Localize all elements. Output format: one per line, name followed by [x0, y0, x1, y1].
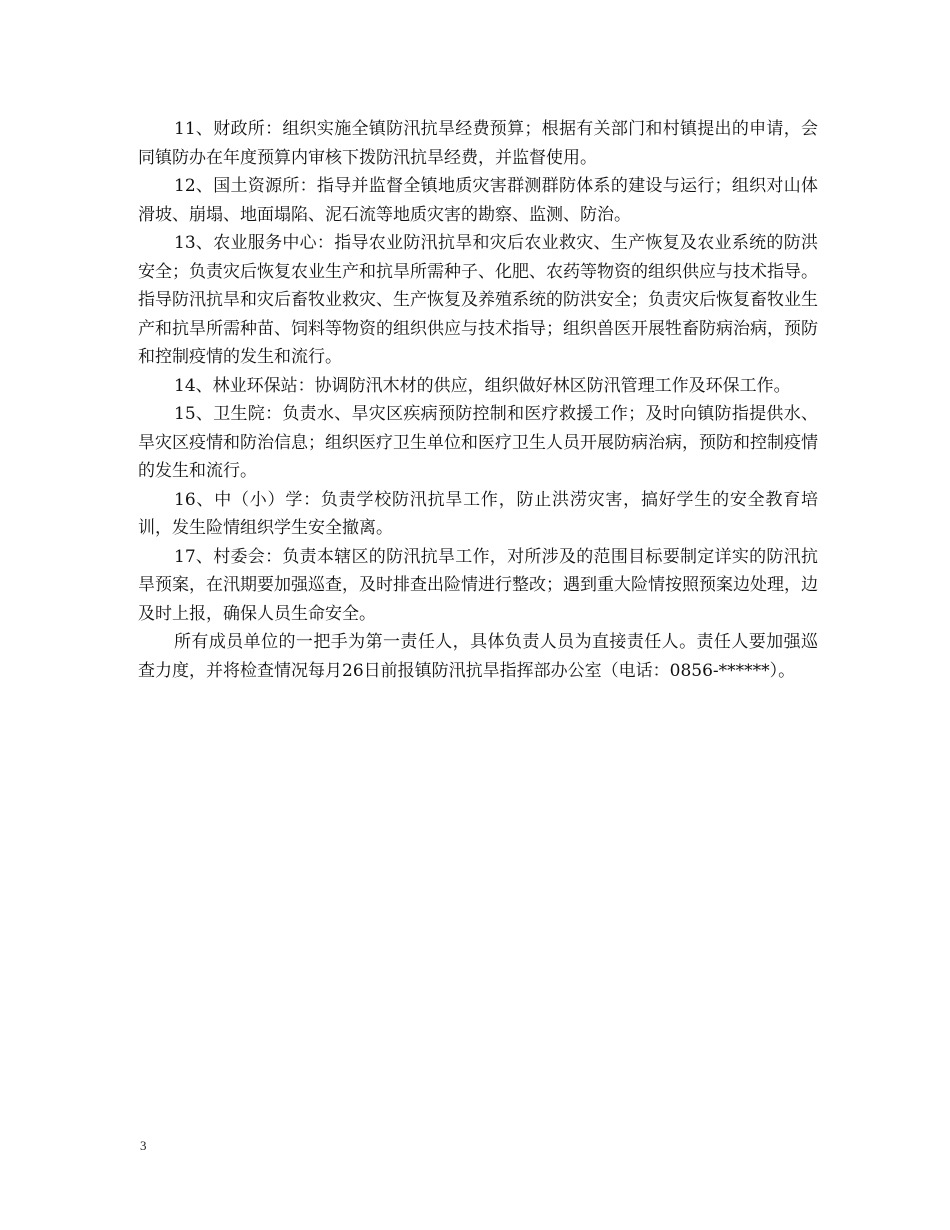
- page-number: 3: [140, 1138, 147, 1153]
- paragraph-health-center: 15、卫生院：负责水、旱灾区疾病预防控制和医疗救援工作；及时向镇防指提供水、旱灾区疫情和防治信息；组织医疗卫生单位和医疗卫生人员开展防病治病，预防和控制疫情的发生和流行。: [138, 404, 818, 481]
- paragraph-forestry-environment-station: 14、林业环保站：协调防汛木材的供应，组织做好林区防汛管理工作及环保工作。: [174, 375, 791, 396]
- paragraph-schools: 16、中（小）学：负责学校防汛抗旱工作，防止洪涝灾害，搞好学生的安全教育培训，发生险情组织学生安全撤离。: [138, 489, 818, 538]
- paragraph-agriculture-service-center: 13、农业服务中心：指导农业防汛抗旱和灾后农业救灾、生产恢复及农业系统的防洪安全；负责灾后恢复农业生产和抗旱所需种子、化肥、农药等物资的组织供应与技术指导。指导防汛抗旱和灾后畜牧业救灾、生产恢复及养殖系统的防洪安全；负责灾后恢复畜牧业生产和抗旱所需种苗、饲料等物资的组织供应与技术指导；组织兽医开展牲畜防病治病，预防和控制疫情的发生和流行。: [138, 233, 818, 367]
- paragraph-village-committee: 17、村委会：负责本辖区的防汛抗旱工作，对所涉及的范围目标要制定详实的防汛抗旱预案，在汛期要加强巡查，及时排查出险情进行整改；遇到重大险情按照预案边处理，边及时上报，确保人员生命安全。: [138, 546, 818, 624]
- paragraph-finance-office: 11、财政所：组织实施全镇防汛抗旱经费预算；根据有关部门和村镇提出的申请，会同镇防办在年度预算内审核下拨防汛抗旱经费，并监督使用。: [138, 119, 818, 168]
- document-body: [138, 115, 818, 685]
- paragraph-land-resources-office: 12、国土资源所：指导并监督全镇地质灾害群测群防体系的建设与运行；组织对山体滑坡、崩塌、地面塌陷、泥石流等地质灾害的勘察、监测、防治。: [138, 176, 818, 225]
- paragraph-responsibility: 所有成员单位的一把手为第一责任人，具体负责人员为直接责任人。责任人要加强巡查力度，并将检查情况每月26日前报镇防汛抗旱指挥部办公室（电话：0856-******）。: [138, 632, 818, 681]
